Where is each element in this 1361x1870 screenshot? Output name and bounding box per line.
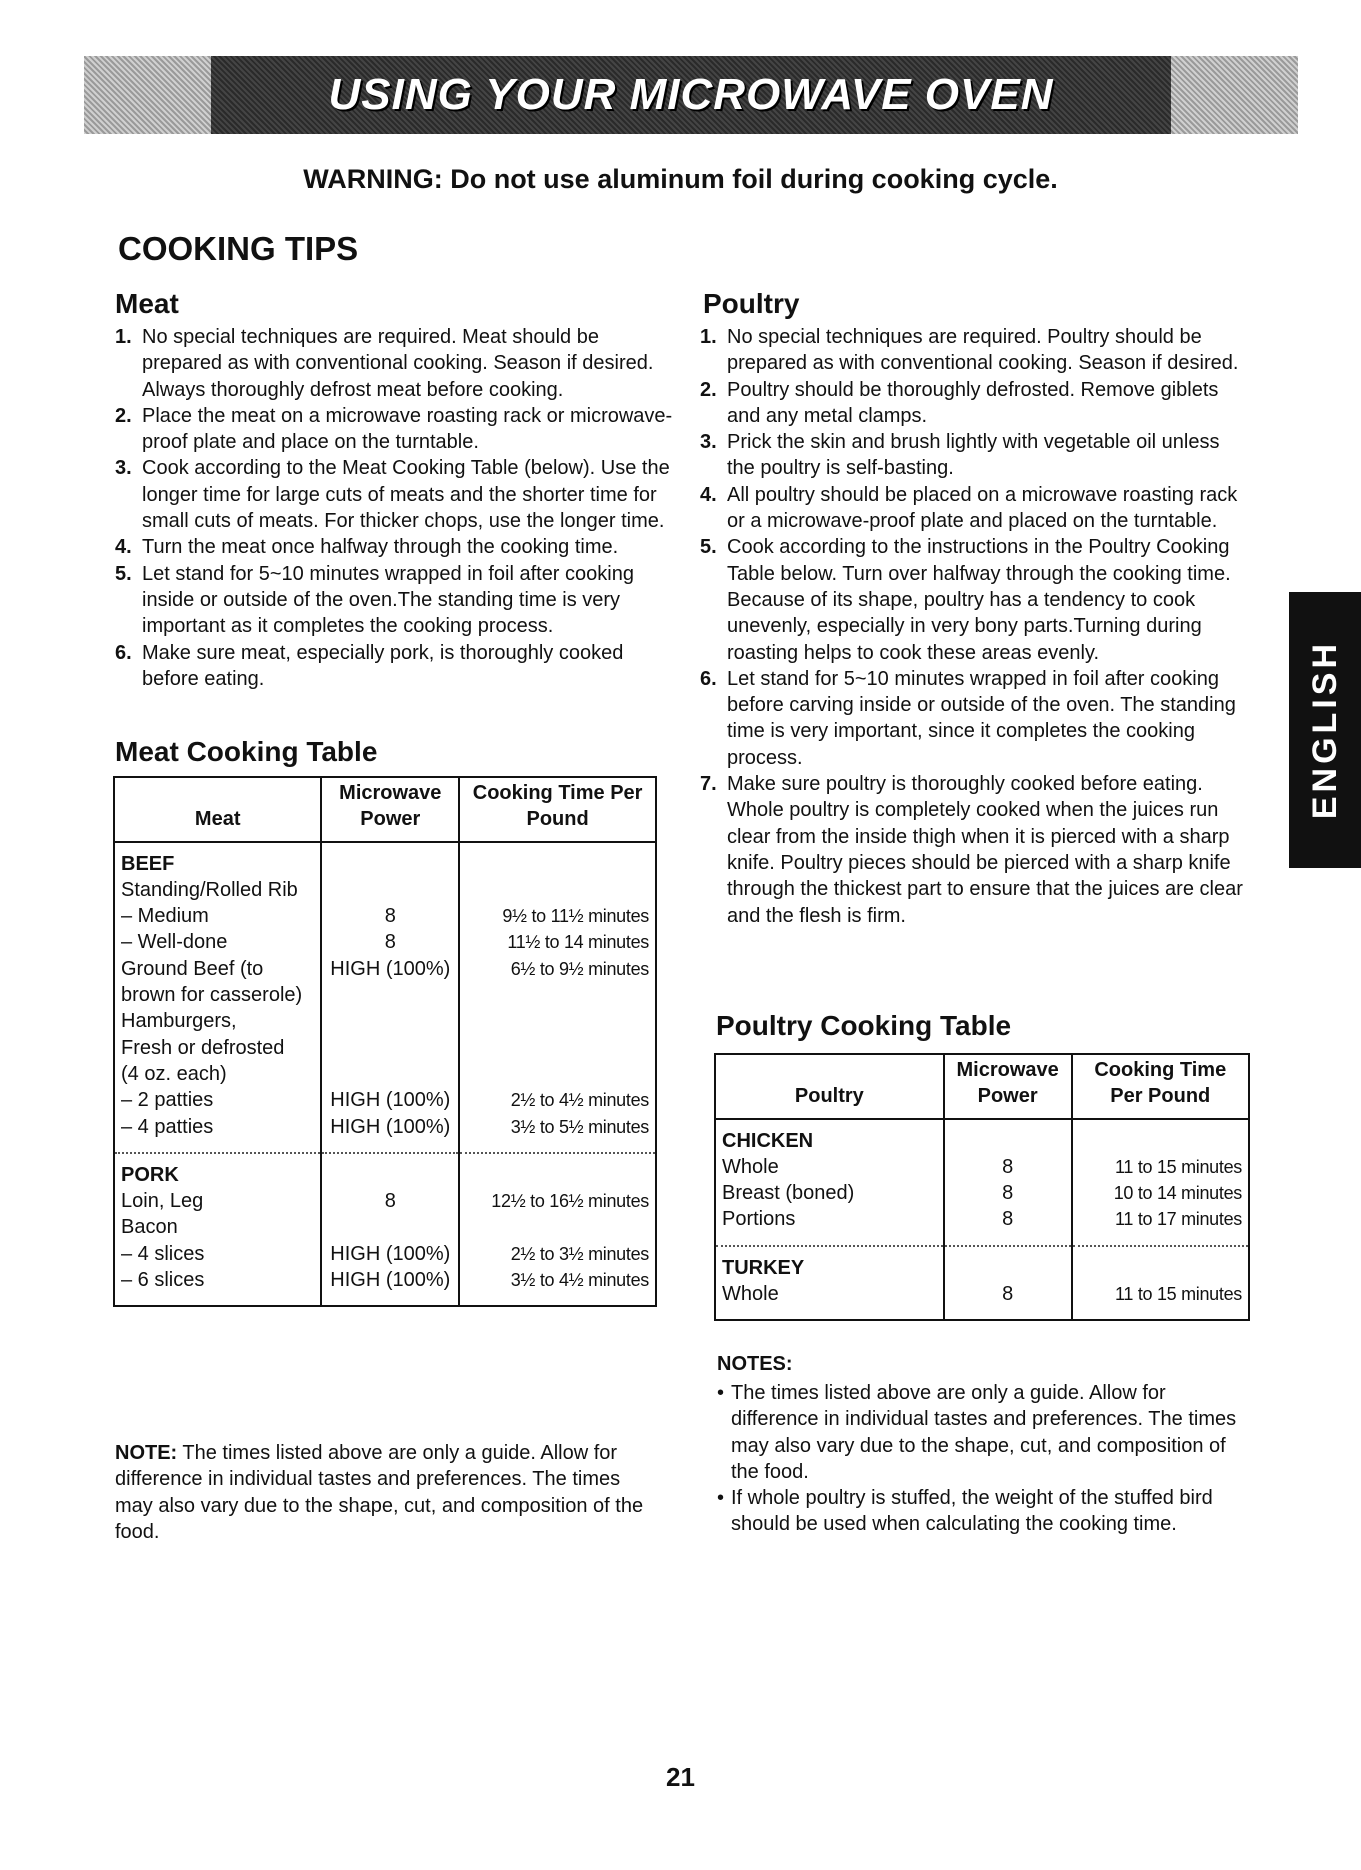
page-title: USING YOUR MICROWAVE OVEN xyxy=(328,70,1054,119)
column-header-power: Microwave Power xyxy=(944,1054,1072,1119)
tip-number: 4. xyxy=(115,536,132,559)
tip-text: Cook according to the Meat Cooking Table (below). Use the longer time for large cuts of meats and the shorter time for small cuts of meats. For thicker chops, use the longer time. xyxy=(142,457,670,533)
table-row xyxy=(114,842,656,1153)
group-label: BEEF xyxy=(121,852,175,875)
power-value: 8 xyxy=(1002,1208,1014,1231)
tip-text: Make sure poultry is thoroughly cooked before eating. Whole poultry is completely cooked when the juices run clear from the inside thigh when it is pierced with a sharp knife. Poultry pieces should be pierced with a sharp knife through the thickest part to ensure that the juices are clear and the flesh is firm. xyxy=(727,773,1243,927)
tip-text: No special techniques are required. Poultry should be prepared as with conventional cooking. Season if desired. xyxy=(727,326,1239,375)
group-label: CHICKEN xyxy=(722,1129,814,1152)
tip-text: Turn the meat once halfway through the cooking time. xyxy=(142,536,619,559)
spacer xyxy=(951,1128,1065,1154)
table-header-row xyxy=(114,777,656,842)
language-tab xyxy=(1289,592,1361,868)
food-item: – 2 patties xyxy=(121,1089,214,1112)
food-item: – 6 slices xyxy=(121,1269,205,1292)
tip-number: 7. xyxy=(700,773,717,796)
meat-note-label: NOTE: xyxy=(115,1442,178,1464)
meat-heading: Meat xyxy=(115,288,179,319)
note-item: • The times listed above are only a guide. Allow for difference in individual tastes and preferences. The times may also vary due to the shape, cut, and composition of the food. xyxy=(717,1380,1237,1485)
power-value xyxy=(328,1035,452,1061)
column-header-time: Cooking Time Per Pound xyxy=(459,777,656,842)
time-value xyxy=(466,1008,649,1034)
list-item xyxy=(115,403,675,456)
time-value: 11 to 15 minutes xyxy=(1115,1156,1242,1177)
time-value: 11½ to 14 minutes xyxy=(507,932,649,953)
tip-text: No special techniques are required. Meat should be prepared as with conventional cooking. Season if desired. Always thoroughly defrost meat before cooking. xyxy=(142,326,654,401)
power-value: HIGH (100%) xyxy=(330,1269,451,1292)
tip-text: Poultry should be thoroughly defrosted. Remove giblets and any metal clamps. xyxy=(727,378,1219,427)
time-value: 2½ to 3½ minutes xyxy=(510,1243,649,1264)
table-header-row xyxy=(715,1054,1249,1119)
time-value xyxy=(466,1061,649,1087)
tip-text: Place the meat on a microwave roasting rack or microwave-proof plate and place on the turntable. xyxy=(142,404,673,454)
time-value xyxy=(466,982,649,1008)
list-item xyxy=(700,324,1245,377)
time-value: 10 to 14 minutes xyxy=(1113,1183,1242,1204)
power-value: HIGH (100%) xyxy=(330,1089,451,1112)
power-value xyxy=(328,1008,452,1034)
power-value: 8 xyxy=(1002,1182,1014,1205)
list-item xyxy=(115,455,675,534)
meat-tips-list xyxy=(115,324,675,692)
power-cell xyxy=(321,842,459,1153)
meat-note-text: The times listed above are only a guide. Allow for difference in individual tastes and preferences. The times may also vary due to the shape, cut, and composition of the food. xyxy=(115,1442,644,1543)
list-item xyxy=(700,771,1245,929)
spacer xyxy=(466,851,649,877)
power-value: HIGH (100%) xyxy=(330,957,451,980)
tip-text: Cook according to the instructions in the Poultry Cooking Table below. Turn over halfway through the cooking time. Because of its shape, poultry has a tendency to cook unevenly, especially in very bony parts.Turning during roasting helps to cook these areas evenly. xyxy=(727,536,1231,664)
food-item: – 4 patties xyxy=(121,1115,214,1138)
meat-table-title: Meat Cooking Table xyxy=(115,736,378,767)
list-item xyxy=(700,482,1245,535)
food-item: Whole xyxy=(722,1283,779,1306)
time-value: 11 to 17 minutes xyxy=(1115,1209,1242,1230)
list-item xyxy=(115,534,675,560)
list-item xyxy=(700,377,1245,430)
tip-number: 2. xyxy=(115,404,132,427)
food-item: Loin, Leg xyxy=(121,1190,204,1213)
poultry-table-title: Poultry Cooking Table xyxy=(716,1010,1012,1041)
column-header-power: Microwave Power xyxy=(321,777,459,842)
meat-note xyxy=(115,1440,655,1545)
time-value: 9½ to 11½ minutes xyxy=(502,906,649,927)
power-value xyxy=(328,982,452,1008)
table-row xyxy=(114,1153,656,1306)
time-value xyxy=(466,1214,649,1240)
tip-number: 3. xyxy=(700,431,717,454)
time-value: 2½ to 4½ minutes xyxy=(510,1090,649,1111)
food-cell xyxy=(114,842,321,1153)
power-value: 8 xyxy=(384,1190,396,1213)
time-cell xyxy=(1072,1119,1249,1246)
power-value xyxy=(328,877,452,903)
power-value: 8 xyxy=(384,905,396,928)
spacer xyxy=(951,1255,1065,1281)
time-cell xyxy=(1072,1246,1249,1321)
time-value: 3½ to 4½ minutes xyxy=(510,1270,649,1291)
tip-text: Make sure meat, especially pork, is thoroughly cooked before eating. xyxy=(142,641,624,690)
power-cell xyxy=(944,1246,1072,1321)
spacer xyxy=(328,851,452,877)
spacer xyxy=(466,1162,649,1188)
tip-text: All poultry should be placed on a microwave roasting rack or a microwave-proof plate and placed on the turntable. xyxy=(727,483,1238,533)
power-cell xyxy=(944,1119,1072,1246)
time-value: 12½ to 16½ minutes xyxy=(491,1191,649,1212)
food-cell xyxy=(114,1153,321,1306)
poultry-tips-list xyxy=(700,324,1245,929)
power-value: 8 xyxy=(384,931,396,954)
tip-number: 1. xyxy=(115,326,132,348)
note-item: • If whole poultry is stuffed, the weight of the stuffed bird should be used when calculating the cooking time. xyxy=(717,1485,1237,1538)
meat-cooking-table xyxy=(113,776,657,1307)
language-tab-label: ENGLISH xyxy=(1305,640,1344,820)
tip-text: Let stand for 5~10 minutes wrapped in foil after cooking inside or outside of the oven.The standing time is very important as it completes the cooking process. xyxy=(142,562,634,638)
food-item: Standing/Rolled Rib xyxy=(121,878,298,901)
food-item: – Well-done xyxy=(121,931,228,954)
title-banner xyxy=(84,56,1298,134)
spacer xyxy=(328,1162,452,1188)
food-cell xyxy=(715,1119,944,1246)
list-item xyxy=(115,324,675,403)
list-item xyxy=(700,666,1245,771)
time-value: 3½ to 5½ minutes xyxy=(510,1116,649,1137)
food-item: Fresh or defrosted xyxy=(121,1036,285,1059)
table-row xyxy=(715,1246,1249,1321)
food-item: Whole xyxy=(722,1155,779,1178)
column-header-poultry: Poultry xyxy=(715,1054,944,1119)
tip-text: Prick the skin and brush lightly with vegetable oil unless the poultry is self-basting. xyxy=(727,431,1220,480)
group-label: PORK xyxy=(121,1163,179,1186)
food-item: Hamburgers, xyxy=(121,1010,237,1033)
tip-number: 6. xyxy=(700,667,717,690)
time-value xyxy=(466,1035,649,1061)
food-item: Portions xyxy=(722,1208,796,1231)
column-header-time: Cooking Time Per Pound xyxy=(1072,1054,1249,1119)
food-item: – 4 slices xyxy=(121,1242,205,1265)
notes-heading: NOTES: xyxy=(717,1353,793,1375)
power-cell xyxy=(321,1153,459,1306)
power-value: HIGH (100%) xyxy=(330,1115,451,1138)
list-item xyxy=(700,429,1245,482)
tip-number: 5. xyxy=(700,536,717,559)
power-value: 8 xyxy=(1002,1283,1014,1306)
food-item: Ground Beef (to xyxy=(121,957,264,980)
food-item: – Medium xyxy=(121,905,209,928)
column-header-meat: Meat xyxy=(114,777,321,842)
food-cell xyxy=(715,1246,944,1321)
tip-number: 3. xyxy=(115,457,132,480)
tip-number: 2. xyxy=(700,378,717,401)
tip-number: 1. xyxy=(700,326,717,348)
time-cell xyxy=(459,1153,656,1306)
power-value xyxy=(328,1061,452,1087)
power-value xyxy=(328,1214,452,1240)
time-value: 11 to 15 minutes xyxy=(1115,1284,1242,1305)
food-item: Breast (boned) xyxy=(722,1182,855,1205)
food-item: brown for casserole) xyxy=(121,984,303,1007)
page-number: 21 xyxy=(666,1762,695,1792)
time-cell xyxy=(459,842,656,1153)
warning-text: WARNING: Do not use aluminum foil during cooking cycle. xyxy=(303,164,1058,194)
tip-number: 5. xyxy=(115,562,132,585)
group-label: TURKEY xyxy=(722,1256,805,1279)
list-item xyxy=(115,561,675,640)
food-item: Bacon xyxy=(121,1216,178,1239)
food-item: (4 oz. each) xyxy=(121,1062,227,1085)
poultry-heading: Poultry xyxy=(703,288,800,319)
list-item xyxy=(115,640,675,693)
section-title: COOKING TIPS xyxy=(118,230,359,267)
poultry-cooking-table xyxy=(714,1053,1250,1321)
power-value: HIGH (100%) xyxy=(330,1242,451,1265)
time-value xyxy=(466,877,649,903)
tip-text: Let stand for 5~10 minutes wrapped in foil after cooking before carving inside or outside of the oven. The standing time is very important, since it completes the cooking process. xyxy=(727,667,1236,769)
poultry-notes-list xyxy=(717,1380,1237,1538)
list-item xyxy=(700,534,1245,665)
tip-number: 6. xyxy=(115,641,132,664)
tip-number: 4. xyxy=(700,483,717,506)
power-value: 8 xyxy=(1002,1155,1014,1178)
table-row xyxy=(715,1119,1249,1246)
title-banner-inner xyxy=(211,56,1171,134)
spacer xyxy=(1079,1255,1242,1281)
time-value: 6½ to 9½ minutes xyxy=(510,958,649,979)
spacer xyxy=(1079,1128,1242,1154)
